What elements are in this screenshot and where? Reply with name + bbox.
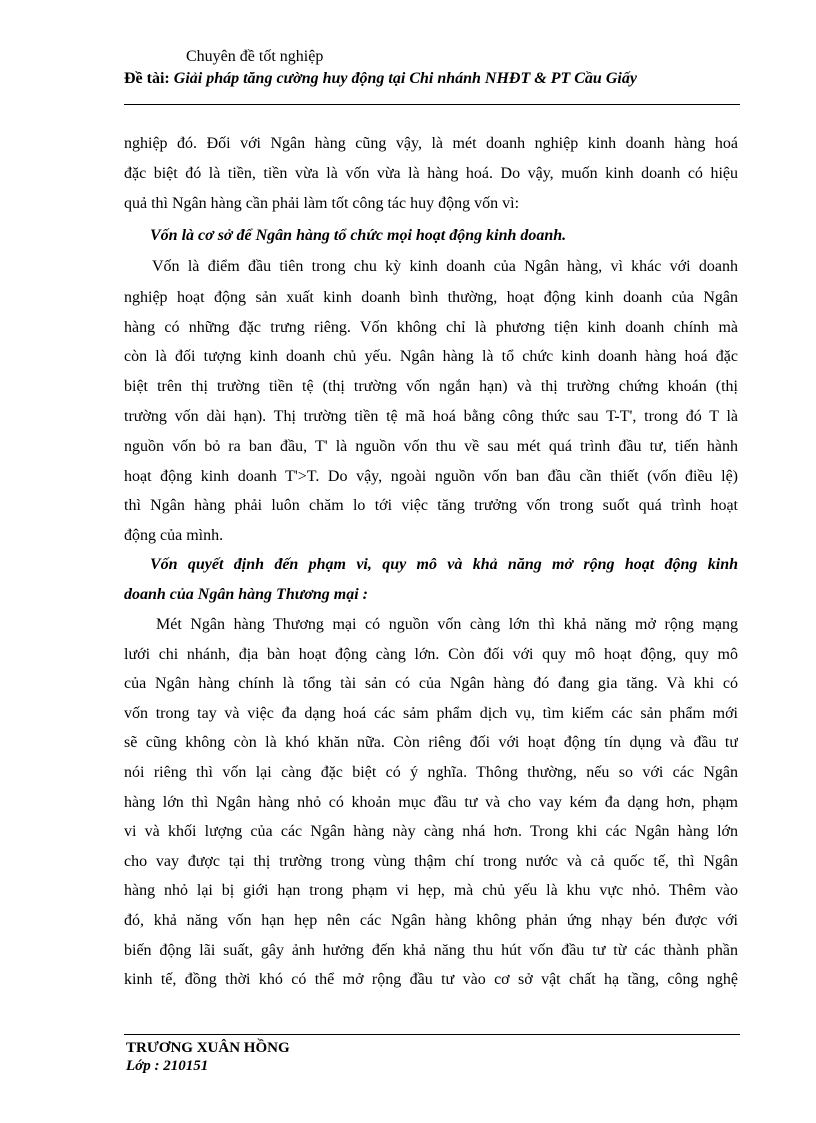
body-line: của Ngân hàng chính là tổng tài sản có của Ngân hàng đó đang gia tăng. Và khi có <box>124 675 738 692</box>
body-line: nói riêng thì vốn lại càng đặc biệt có ý nghĩa. Thông thường, nếu so với các Ngân <box>124 764 738 781</box>
body-line: quả thì Ngân hàng cần phải làm tốt công tác huy động vốn vì: <box>124 195 520 212</box>
body-line: thì Ngân hàng phải luôn chăm lo tới việc tăng trưởng vốn trong suốt quá trình hoạt <box>124 497 738 514</box>
body-line: Vốn là điểm đầu tiên trong chu kỳ kinh doanh của Ngân hàng, vì khác với doanh <box>152 258 738 275</box>
body-line: đó, khả năng vốn hạn hẹp nên các Ngân hàng không phản ứng nhạy bén được với <box>124 912 738 929</box>
section-heading: Vốn là cơ sở để Ngân hàng tổ chức mọi hoạt động kinh doanh. <box>150 227 567 244</box>
body-line: trường vốn dài hạn). Thị trường tiền tệ mã hoá bằng công thức sau T-T', trong đó T là <box>124 408 738 425</box>
body-line: hoạt động kinh doanh T'>T. Do vậy, ngoài nguồn vốn ban đầu cần thiết (vốn điều lệ) <box>124 468 738 485</box>
author-name: TRƯƠNG XUÂN HỒNG <box>126 1040 290 1056</box>
body-line: đặc biệt đó là tiền, tiền vừa là vốn vừa là hàng hoá. Do vậy, muốn kinh doanh có hiệu <box>124 165 738 182</box>
body-line: lưới chi nhánh, địa bàn hoạt động càng lớn. Còn đối với quy mô hoạt động, quy mô <box>124 646 738 663</box>
body-line: còn là đối tượng kinh doanh chủ yếu. Ngân hàng là tổ chức kinh doanh hàng hoá đặc <box>124 348 738 365</box>
body-line: vốn trong tay và việc đa dạng hoá các sảm phẩm dịch vụ, tìm kiếm các sản phẩm mới <box>124 705 738 722</box>
body-line: Mét Ngân hàng Thương mại có nguồn vốn càng lớn thì khả năng mở rộng mạng <box>156 616 738 633</box>
body-line: vi và khối lượng của các Ngân hàng này càng nhá hơn. Trong khi các Ngân hàng lớn <box>124 823 738 840</box>
topic-title: Giải pháp tăng cường huy động tại Chi nhánh NHĐT & PT Cầu Giấy <box>173 70 637 87</box>
body-line: nghiệp hoạt động sản xuất kinh doanh bình thường, hoạt động kinh doanh của Ngân <box>124 289 738 306</box>
body-line: hàng nhỏ lại bị giới hạn trong phạm vi hẹp, mà chủ yếu là khu vực nhỏ. Thêm vào <box>124 882 738 899</box>
section-heading: Vốn quyết định đến phạm vi, quy mô và khả năng mở rộng hoạt động kinh <box>150 556 738 573</box>
thesis-topic-heading <box>124 70 637 88</box>
body-line: nguồn vốn bỏ ra ban đầu, T' là nguồn vốn thu về sau mét quá trình đầu tư, tiến hành <box>124 438 738 455</box>
report-type-heading: Chuyên đề tốt nghiệp <box>186 48 324 65</box>
body-line: biến động lãi suất, gây ảnh hưởng đến khả năng thu hút vốn đầu tư từ các thành phần <box>124 942 738 959</box>
body-line: nghiệp đó. Đối với Ngân hàng cũng vậy, là mét doanh nghiệp kinh doanh hàng hoá <box>124 135 738 152</box>
body-line: kinh tế, đồng thời khó có thể mở rộng đầu tư vào cơ sở vật chất hạ tầng, công nghệ <box>124 971 738 988</box>
section-heading: doanh của Ngân hàng Thương mại : <box>124 586 369 603</box>
body-line: hàng có những đặc trưng riêng. Vốn không chỉ là phương tiện kinh doanh chính mà <box>124 319 738 336</box>
header-divider <box>124 104 740 105</box>
body-line: biệt trên thị trường tiền tệ (thị trường vốn ngắn hạn) và thị trường chứng khoán (thị <box>124 378 738 395</box>
class-code: Lớp : 210151 <box>126 1058 209 1074</box>
body-line: cho vay được tại thị trường trong vùng thậm chí trong nước và cả quốc tế, thì Ngân <box>124 853 738 870</box>
body-line: hàng lớn thì Ngân hàng nhỏ có khoản mục đầu tư và cho vay kém đa dạng hơn, phạm <box>124 794 738 811</box>
topic-label: Đề tài: <box>124 70 174 87</box>
body-line: động của mình. <box>124 527 224 544</box>
body-line: sẽ cũng không còn là khó khăn nữa. Còn riêng đối với hoạt động tín dụng và đầu tư <box>124 734 738 751</box>
footer-divider <box>124 1034 740 1035</box>
